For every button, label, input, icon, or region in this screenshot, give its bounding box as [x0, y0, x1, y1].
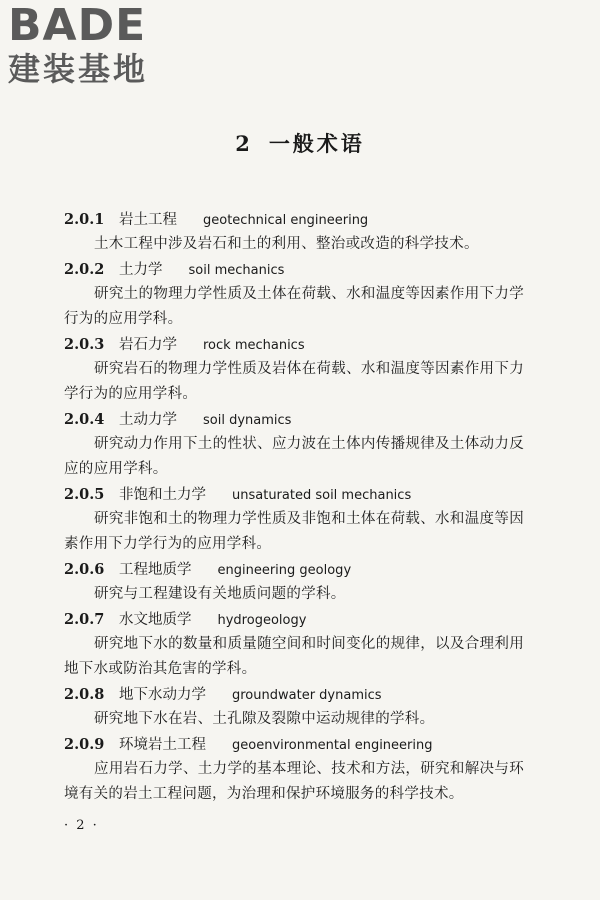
term-number: 2.0.5: [64, 486, 105, 503]
term-entry: [64, 732, 524, 807]
term-chinese: 土动力学: [119, 412, 177, 428]
term-list: [64, 207, 524, 807]
watermark-cjk: 建装基地: [8, 50, 149, 88]
watermark-latin: BADE: [8, 0, 147, 51]
term-definition: 研究土的物理力学性质及土体在荷载、水和温度等因素作用下力学行为的应用学科。: [64, 286, 524, 327]
term-chinese: 岩土工程: [119, 212, 177, 228]
term-definition: 研究地下水在岩、土孔隙及裂隙中运动规律的学科。: [94, 711, 435, 727]
term-english: soil mechanics: [188, 263, 285, 278]
term-definition: 研究与工程建设有关地质问题的学科。: [94, 586, 346, 602]
term-english: groundwater dynamics: [232, 688, 382, 703]
term-english: unsaturated soil mechanics: [232, 488, 412, 503]
term-heading: [64, 682, 524, 707]
term-number: 2.0.1: [64, 211, 105, 228]
term-chinese: 环境岩土工程: [119, 737, 206, 753]
term-number: 2.0.3: [64, 336, 105, 353]
term-heading: [64, 732, 524, 757]
chapter-title: [0, 128, 600, 158]
term-definition: 研究岩石的物理力学性质及岩体在荷载、水和温度等因素作用下力学行为的应用学科。: [64, 361, 524, 402]
term-heading: [64, 332, 524, 357]
term-number: 2.0.7: [64, 611, 105, 628]
term-entry: [64, 482, 524, 557]
term-entry: [64, 257, 524, 332]
term-definition: 应用岩石力学、土力学的基本理论、技术和方法，研究和解决与环境有关的岩土工程问题，为治理和保护环境服务的科学技术。: [64, 761, 524, 802]
term-chinese: 工程地质学: [119, 562, 192, 578]
term-heading: [64, 482, 524, 507]
term-number: 2.0.2: [64, 261, 105, 278]
term-english: soil dynamics: [203, 413, 292, 428]
term-english: geotechnical engineering: [203, 213, 369, 228]
term-chinese: 非饱和土力学: [119, 487, 206, 503]
term-entry: [64, 407, 524, 482]
chapter-name: 一般术语: [268, 131, 365, 156]
term-chinese: 岩石力学: [119, 337, 177, 353]
term-number: 2.0.6: [64, 561, 105, 578]
term-chinese: 土力学: [119, 262, 163, 278]
chapter-number: 2: [235, 131, 253, 156]
bade-watermark-logo: [8, 2, 178, 94]
term-heading: [64, 207, 524, 232]
term-entry: [64, 557, 524, 607]
term-entry: [64, 682, 524, 732]
term-english: rock mechanics: [203, 338, 305, 353]
term-number: 2.0.8: [64, 686, 105, 703]
term-entry: [64, 207, 524, 257]
term-chinese: 地下水动力学: [119, 687, 206, 703]
term-heading: [64, 557, 524, 582]
term-number: 2.0.9: [64, 736, 105, 753]
term-entry: [64, 332, 524, 407]
term-definition: 研究非饱和土的物理力学性质及非饱和土体在荷载、水和温度等因素作用下力学行为的应用学科。: [64, 511, 524, 552]
term-heading: [64, 407, 524, 432]
term-english: engineering geology: [217, 563, 352, 578]
page-number: · 2 ·: [64, 818, 99, 833]
term-heading: [64, 257, 524, 282]
term-definition: 研究动力作用下土的性状、应力波在土体内传播规律及土体动力反应的应用学科。: [64, 436, 524, 477]
term-definition: 研究地下水的数量和质量随空间和时间变化的规律，以及合理利用地下水或防治其危害的学科。: [64, 636, 524, 677]
term-entry: [64, 607, 524, 682]
term-number: 2.0.4: [64, 411, 105, 428]
term-definition: 土木工程中涉及岩石和土的利用、整治或改造的科学技术。: [94, 236, 479, 252]
term-english: hydrogeology: [217, 613, 307, 628]
term-chinese: 水文地质学: [119, 612, 192, 628]
term-english: geoenvironmental engineering: [232, 738, 433, 753]
term-heading: [64, 607, 524, 632]
